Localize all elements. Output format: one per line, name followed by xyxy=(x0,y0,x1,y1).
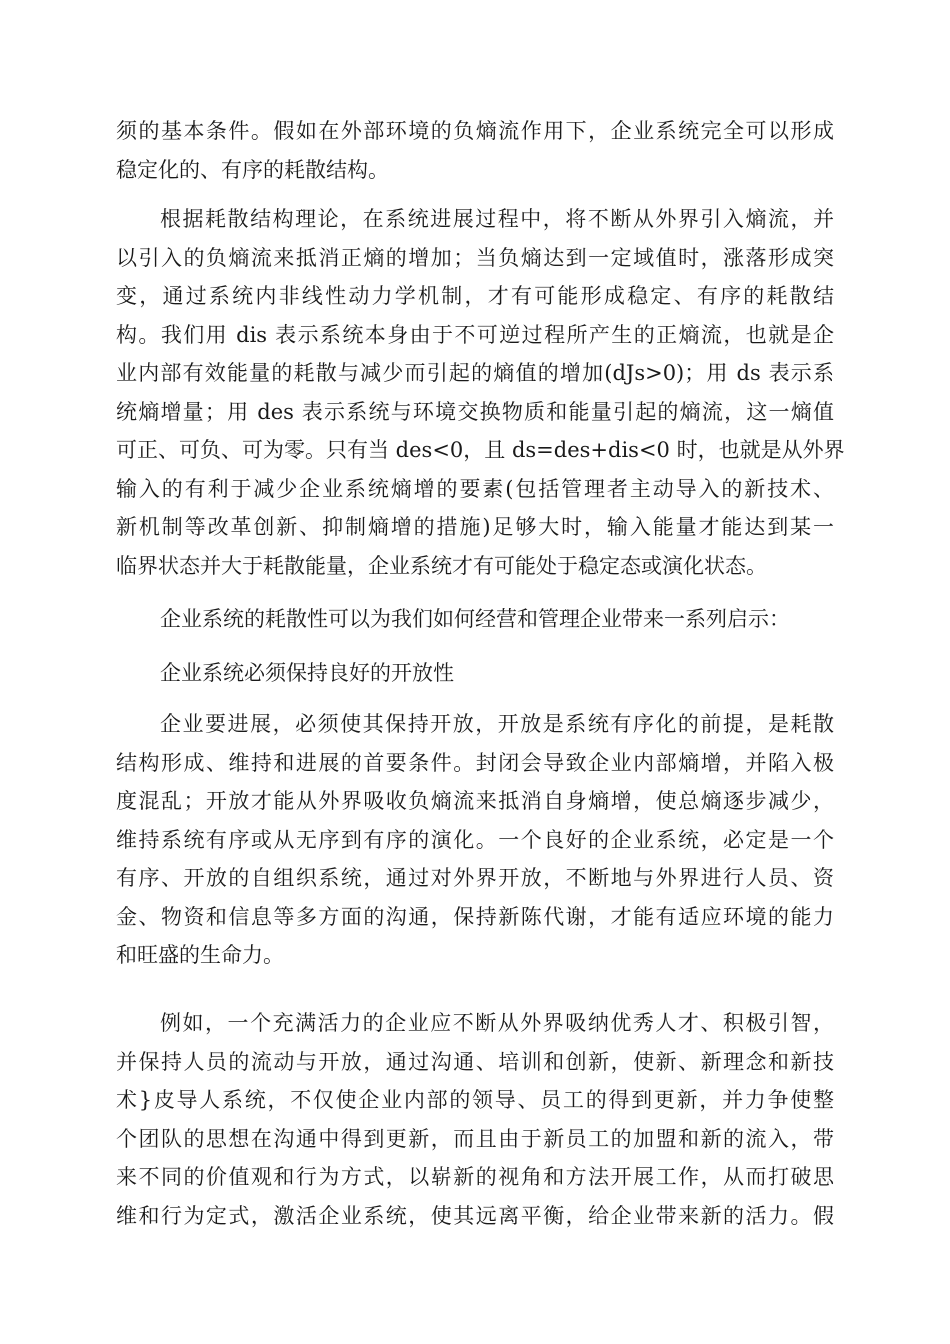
text-line: 临界状态并大于耗散能量，企业系统才有可能处于稳定态或演化状态。 xyxy=(116,553,767,578)
text-line: 企业系统的耗散性可以为我们如何经营和管理企业带来一系列启示： xyxy=(160,607,790,631)
text-line: 维和行为定式，激活企业系统，使其远离平衡，给企业带来新的活力。假 xyxy=(116,1203,834,1228)
text-line: 和旺盛的生命力。 xyxy=(116,943,284,967)
text-line: 来不同的价值观和行为方式，以崭新的视角和方法开展工作，从而打破思 xyxy=(116,1165,834,1189)
text-line: 可正、可负、可为零。只有当 des<0，且 ds=des+dis<0 时，也就是从外界 xyxy=(116,438,845,462)
text-line: 度混乱；开放才能从外界吸收负熵流来抵消自身熵增，使总熵逐步减少， xyxy=(116,789,834,813)
text-line: 统熵增量；用 des 表示系统与环境交换物质和能量引起的熵流，这一熵值 xyxy=(116,399,834,424)
text-line: 以引入的负熵流来抵消正熵的增加；当负熵达到一定域值时，涨落形成突 xyxy=(116,245,834,270)
text-line: 根据耗散结构理论，在系统进展过程中，将不断从外界引入熵流，并 xyxy=(160,207,834,231)
text-line: 业内部有效能量的耗散与减少而引起的熵值的增加(dJs>0)；用 ds 表示系 xyxy=(116,361,834,385)
text-line: 例如，一个充满活力的企业应不断从外界吸纳优秀人才、积极引智， xyxy=(160,1011,834,1035)
paragraph-1 xyxy=(116,200,845,585)
paragraph-4 xyxy=(116,705,834,975)
paragraph-5 xyxy=(116,1004,834,1235)
heading-line: 企业系统必须保持良好的开放性 xyxy=(160,661,454,685)
section-heading xyxy=(116,654,834,693)
text-line: 构。我们用 dis 表示系统本身由于不可逆过程所产生的正熵流，也就是企 xyxy=(116,322,834,347)
text-line: 术}皮导人系统，不仅使企业内部的领导、员工的得到更新，并力争使整 xyxy=(116,1088,834,1112)
text-line: 输入的有利于减少企业系统熵增的要素(包括管理者主动导入的新技术、 xyxy=(116,476,834,501)
text-line: 稳定化的、有序的耗散结构。 xyxy=(116,157,389,182)
text-line: 有序、开放的自组织系统，通过对外界开放，不断地与外界进行人员、资 xyxy=(116,866,834,890)
paragraph-0 xyxy=(116,112,834,189)
paragraph-2 xyxy=(116,600,834,639)
text-line: 并保持人员的流动与开放，通过沟通、培训和创新，使新、新理念和新技 xyxy=(116,1049,834,1074)
text-line: 须的基本条件。假如在外部环境的负熵流作用下，企业系统完全可以形成 xyxy=(116,119,834,143)
text-line: 结构形成、维持和进展的首要条件。封闭会导致企业内部熵增，并陷入极 xyxy=(116,750,834,775)
text-line: 变，通过系统内非线性动力学机制，才有可能形成稳定、有序的耗散结 xyxy=(116,284,834,308)
text-line: 新机制等改革创新、抑制熵增的措施)足够大时，输入能量才能达到某一 xyxy=(116,515,834,539)
text-line: 维持系统有序或从无序到有序的演化。一个良好的企业系统，必定是一个 xyxy=(116,827,834,852)
text-line: 金、物资和信息等多方面的沟通，保持新陈代谢，才能有适应环境的能力 xyxy=(116,904,834,929)
text-line: 个团队的思想在沟通中得到更新，而且由于新员工的加盟和新的流入，带 xyxy=(116,1126,834,1151)
text-line: 企业要进展，必须使其保持开放，开放是系统有序化的前提，是耗散 xyxy=(160,712,834,736)
